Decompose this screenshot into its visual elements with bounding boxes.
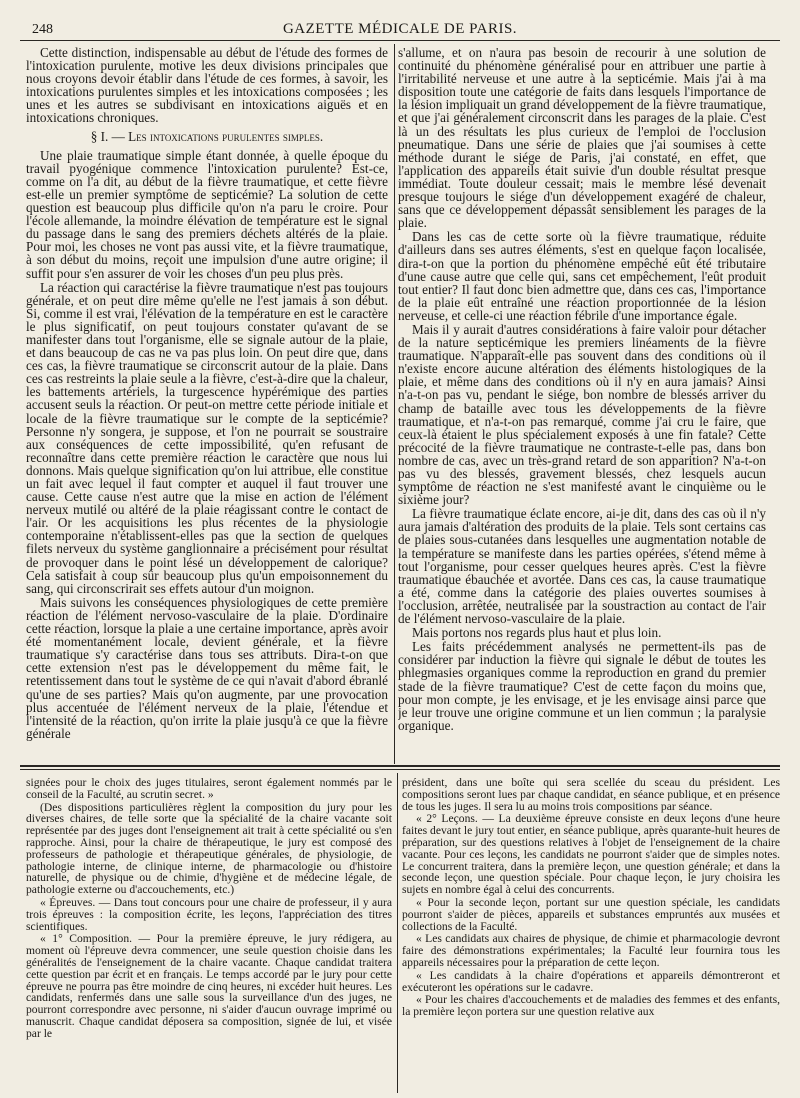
page-header [18, 18, 782, 40]
paragraph: Dans les cas de cette sorte où la fièvre traumatique, réduite d'ailleurs dans ses autres éléments, s'est en quelque façon localisée, dira-t-on que la portion du phénomène empêché eût été tributaire d'une cause autre que celle qui, sans cet empêchement, l'eût produit tout entier? Il faut donc bien admettre que, dans ces cas, l'importance de la plaie eût entraîné une réaction proportionnée de la lésion nerveuse, et celle-ci une réaction fébrile d'une importance égale. [398, 229, 766, 323]
paragraph: Les faits précédemment analysés ne permettent-ils pas de considérer par induction la fièvre qui signale le début de toutes les phlegmasies organiques comme la reproduction en grand du premier stade de la fièvre traumatique? C'est de cette façon du moins que, pour mon compte, je les envisage, et je les envisage ainsi parce que je leur trouve une origine commune et un lien commun ; la paralysie organique. [398, 639, 766, 733]
paragraph: « 1° Composition. — Pour la première épreuve, le jury rédigera, au moment où l'épreuve devra commencer, une seule question choisie dans les généralités de l'enseignement de la chaire vacante. Chaque candidat traitera cette question par écrit et en français. Le temps accordé par le jury pour cette épreuve ne pourra pas être moindre de cinq heures, ni excéder huit heures. Les candidats, renfermés dans une salle sous la surveillance d'un des juges, ne pourront correspondre avec personne, ni s'aider d'aucun ouvrage imprimé ou manuscrit. Chaque candidat déposera sa composition, signée de lui, et visée par le [26, 932, 392, 1040]
upper-right-column [398, 46, 766, 762]
paragraph: « Pour la seconde leçon, portant sur une question spéciale, les candidats pourront s'aider de pièces, appareils et substances empruntés aux musées et collections de la Faculté. [402, 895, 780, 933]
lower-right-column [402, 777, 780, 1092]
column-divider [394, 44, 395, 764]
section-rule-thin [20, 769, 780, 770]
paragraph: « Les candidats aux chaires de physique, de chimie et pharmacologie devront faire des démonstrations expérimentales; la Faculté leur fournira tous les appareils nécessaires pour la préparation de cette leçon. [402, 932, 780, 969]
paragraph: « Pour les chaires d'accouchements et de maladies des femmes et des enfants, la première leçon portera sur une question relative aux [402, 993, 780, 1019]
paragraph: s'allume, et on n'aura pas besoin de recourir à une solution de continuité du phénomène généralisé pour en attribuer une partie à l'irritabilité nerveuse et une autre à la septicémie. Mais j'ai à ma disposition toute une catégorie de faits dans lesquels l'importance de la lésion impliquait un grand développement de la fièvre traumatique, et que j'ai généralement circonscrit dans les parages de la plaie. C'est là un des résultats les plus curieux de l'emploi de l'occlusion pneumatique. Dans une série de plaies que j'ai soumises à cette méthode durant le siége de Paris, j'ai constaté, en effet, que l'application des appareils était suivie d'un double résultat presque immédiat. Toute douleur cessait; mais le membre lésé devenait presque toujours le siége d'un développement exagéré de chaleur, sans que ce développement dépassât sensiblement les parages de la plaie. [398, 46, 766, 231]
paragraph: président, dans une boîte qui sera scellée du sceau du président. Les compositions seront lues par chaque candidat, en séance publique, et en présence de tous les juges. Il sera lu au moins trois compositions par séance. [402, 777, 780, 813]
upper-left-column [26, 46, 388, 762]
paragraph: Mais il y aurait d'autres considérations à faire valoir pour détacher de la nature septicémique les premiers linéaments de la fièvre traumatique. N'apparaît-elle pas souvent dans des conditions où il n'existe encore aucune altération des éléments histologiques de la plaie, et même dans des conditions où il n'y en aura jamais? Ainsi n'a-t-on pas vu, pendant le siége, bon nombre de blessés arriver du champ de bataille avec tous les développements de la fièvre traumatique, et n'a-t-on pas remarqué, comme j'ai cru le faire, que ceux-là étaient le plus spécialement exposés à une fin fatale? Cette précocité de la fièvre traumatique ne contraste-t-elle pas, dans bon nombre de cas, avec un très-grand retard de son apparition? N'a-t-on pas vu des blessés, gravement blessés, chez lesquels aucun symptôme de réaction ne s'est manifesté avant le cinquième ou le sixième jour? [398, 321, 766, 508]
paragraph: signées pour le choix des juges titulaires, seront également nommés par le conseil de la Faculté, au scrutin secret. » [26, 777, 392, 801]
lower-left-column [26, 777, 392, 1092]
page-number: 248 [32, 22, 53, 37]
paragraph: La réaction qui caractérise la fièvre traumatique n'est pas toujours générale, et on peut dire même qu'elle ne l'est jamais à son début. Si, comme il est vrai, l'élévation de la température en est le caractère le plus significatif, on peut toujours constater qu'avant de se manifester dans tout l'organisme, elle se signale autour de la plaie, et dans beaucoup de cas ne va pas plus loin. On peut dire que, dans ces cas, la fièvre traumatique se circonscrit autour de la plaie. Dans ces cas restreints la plaie seule a la fièvre, c'est-à-dire que la chaleur, les battements artériels, la turgescence hypérémique des parties accusent seuls la réaction. Or peut-on mettre cette période initiale et locale de la fièvre traumatique sur le compte de la septicémie? Personne n'y songera, je suppose, et l'on ne pourrait se soustraire aux conséquences de cette impossibilité, qu'en refusant de reconnaître dans cette première réaction le caractère que nous lui donnons. Mais quelque signification qu'on lui attribue, elle constitue un fait avec lequel il faut compter et auquel il faut trouver une cause. Cette cause n'est autre que la mise en action de l'élément nerveux mutilé ou altéré de la plaie réagissant contre le contact de l'air. Or les acquisitions les plus récentes de la physiologie contemporaine n'établissent-elles pas que la section de quelques filets nerveux du système ganglionnaire a précisément pour résultat de provoquer dans le point lésé un développement de calorique? Cela satisfait à coup sûr beaucoup plus qu'un empoisonnement du sang, qui circonscrirait ses effets autour d'un moignon. [26, 279, 388, 596]
paragraph: (Des dispositions particulières règlent la composition du jury pour les diverses chaires, de telle sorte que la spécialité de la chaire vacante soit représentée par des juges dont l'enseignement ait trait à cette spécialité ou s'en rapproche. Ainsi, pour la chaire de thérapeutique, le jury est composé des professeurs de pathologie et thérapeutique générales, de physiologie, de pathologie interne, de clinique interne, de pharmacologie ou d'histoire naturelle, de physique ou de chimie, d'hygiène et de médecine légale, de pathologie externe ou d'accouchements, etc.) [26, 800, 392, 897]
section-heading: § I. — Les intoxications purulentes simples. [90, 128, 324, 144]
column-divider [397, 773, 398, 1093]
paragraph: Mais portons nos regards plus haut et plus loin. [412, 625, 662, 641]
paragraph: « Les candidats à la chaire d'opérations et appareils démontreront et exécuteront les opérations sur le cadavre. [402, 968, 780, 994]
paragraph: « Épreuves. — Dans tout concours pour une chaire de professeur, il y aura trois épreuves : la composition écrite, les leçons, l'appréciation des titres scientifiques. [26, 895, 392, 933]
journal-title: GAZETTE MÉDICALE DE PARIS. [282, 21, 518, 37]
paragraph: La fièvre traumatique éclate encore, ai-je dit, dans des cas où il n'y aura jamais d'altération des produits de la plaie. Tels sont certains cas de plaies sous-cutanées dans lesquelles une augmentation notable de la température se manifeste dans les parties opérées, s'étend même à tout l'organisme, pour cesser quelques heures après. C'est la fièvre traumatique ébauchée et avortée. Dans ces cas, la cause traumatique a été, comme dans la catégorie des plaies ouvertes soumises à l'occlusion, arrêtée, neutralisée par la soustraction au contact de l'air de l'élément nervoso-vasculaire de la plaie. [398, 506, 766, 627]
paragraph: Cette distinction, indispensable au début de l'étude des formes de l'intoxication purulente, motive les deux divisions principales que nous croyons devoir établir dans l'étude de ces formes, à savoir, les intoxications purulentes simples et les intoxications composées ; les unes et les autres se subdivisant en intoxications aiguës et en intoxications chroniques. [26, 46, 388, 126]
paragraph: Mais suivons les conséquences physiologiques de cette première réaction de l'élément nervoso-vasculaire de la plaie. D'ordinaire cette réaction, lorsque la plaie a une certaine importance, après avoir été momentanément locale, devient générale, et la fièvre traumatique s'y caractérise dans tous ses attributs. Dira-t-on que cette extension n'est pas le développement du même fait, le retentissement dans tout le système de ce qui n'avait d'abord ébranlé qu'une de ses parties? Mais qu'on augmente, par une provocation plus accentuée de l'élément nerveux de la plaie, l'étendue et l'intensité de la réaction, qu'on irrite la plaie jusqu'à ce que la fièvre générale [26, 594, 388, 741]
section-rule [20, 765, 780, 767]
paragraph: « 2° Leçons. — La deuxième épreuve consiste en deux leçons d'une heure faites devant le jury tout entier, en séance publique, après quarante-huit heures de préparation, sur des questions relatives à l'objet de l'enseignement de la chaire vacante. Pour ces leçons, les candidats ne pourront s'aider que de simples notes. Le concurrent traitera, dans la première leçon, une question générale; et dans la seconde leçon, une question spéciale. Pour chaque leçon, le jury choisira les sujets en nombre égal à celui des concurrents. [402, 812, 780, 897]
header-rule [20, 40, 780, 41]
paragraph: Une plaie traumatique simple étant donnée, à quelle époque du travail pyogénique commence l'intoxication purulente? Est-ce, comme on l'a dit, au début de la fièvre traumatique, et cette fièvre est-elle un premier symptôme de septicémie? La solution de cette question est beaucoup plus difficile qu'on n'a paru le croire. Pour l'école allemande, la moindre élévation de température est le signal du passage dans le sang des premiers déchets altérés de la plaie. Pour moi, les choses ne vont pas aussi vite, et la fièvre traumatique, à son début du moins, reçoit une impulsion d'une autre origine; il suffit pour s'en assurer de voir les choses d'un peu plus près. [26, 147, 388, 281]
